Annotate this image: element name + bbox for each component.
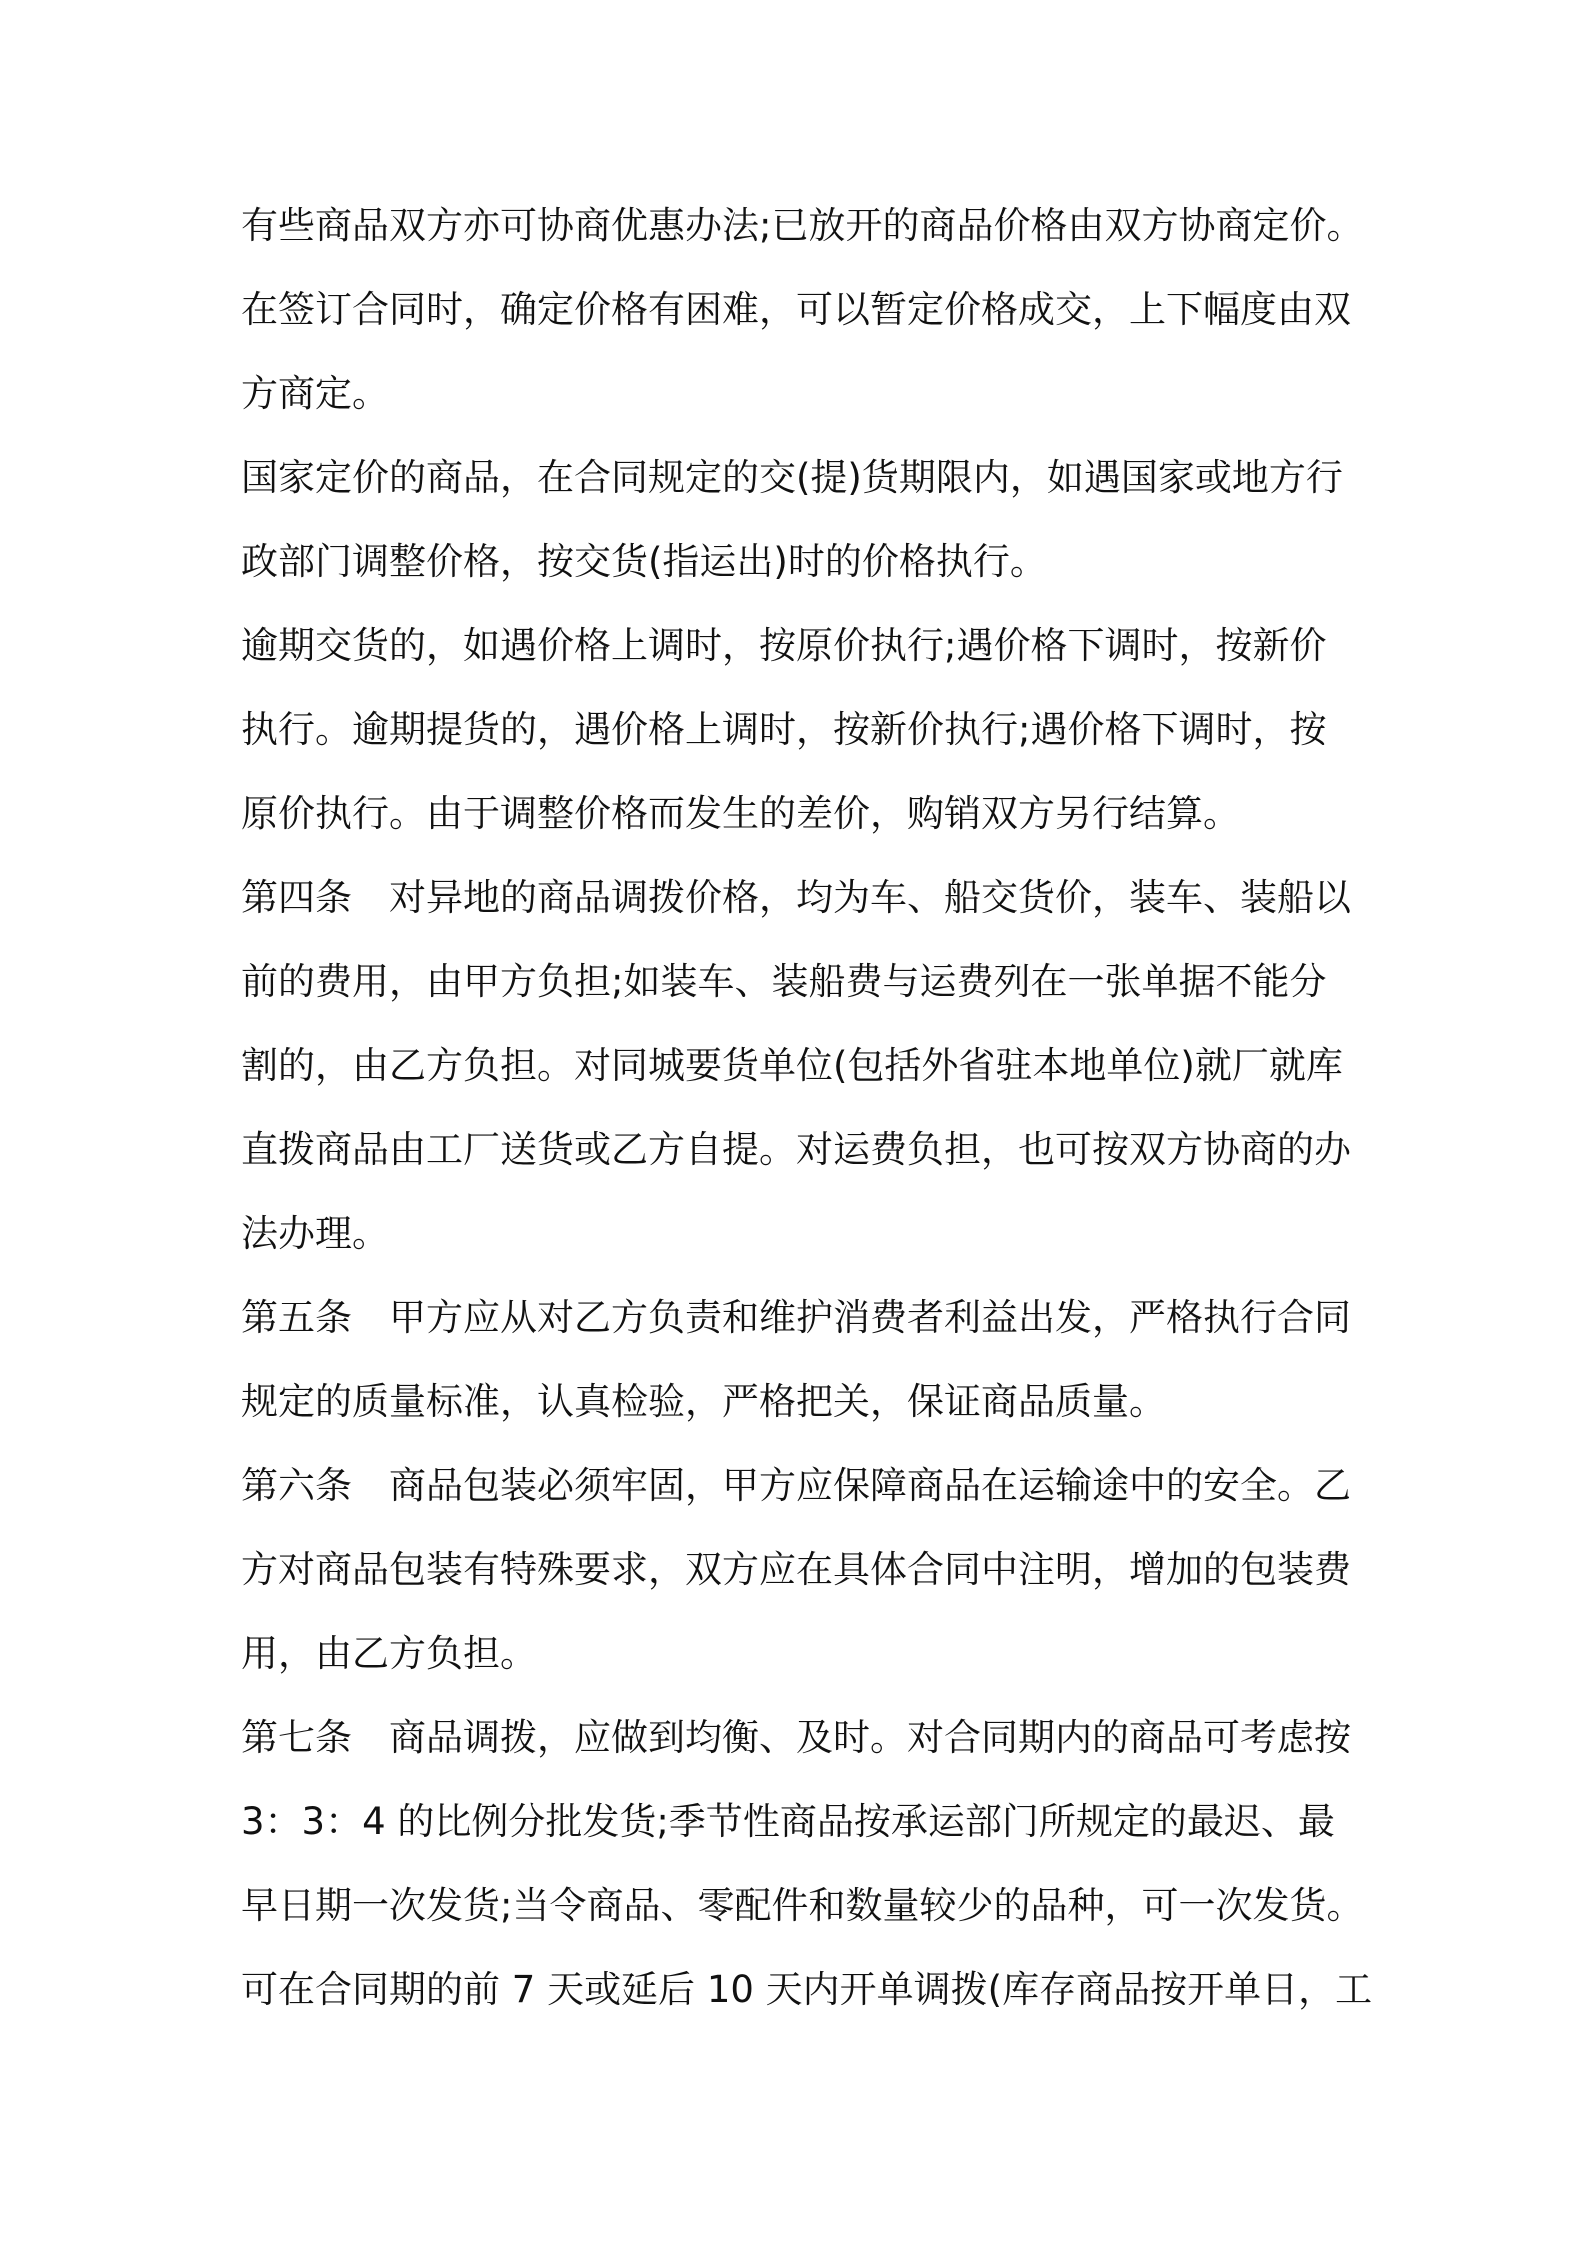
text-line: 政部门调整价格，按交货(指运出)时的价格执行。 <box>241 540 1047 583</box>
text-line: 国家定价的商品，在合同规定的交(提)货期限内，如遇国家或地方行 <box>241 456 1343 499</box>
text-line: 第七条 商品调拨，应做到均衡、及时。对合同期内的商品可考虑按 <box>241 1716 1351 1759</box>
text-line: 前的费用，由甲方负担;如装车、装船费与运费列在一张单据不能分 <box>241 960 1327 1003</box>
text-line: 规定的质量标准，认真检验，严格把关，保证商品质量。 <box>241 1380 1166 1423</box>
text-line: 3：3：4 的比例分批发货;季节性商品按承运部门所规定的最迟、最 <box>241 1800 1335 1843</box>
text-line: 第四条 对异地的商品调拨价格，均为车、船交货价，装车、装船以 <box>241 876 1351 919</box>
text-line: 可在合同期的前 7 天或延后 10 天内开单调拨(库存商品按开单日，工 <box>241 1968 1373 2011</box>
text-line: 法办理。 <box>241 1212 389 1255</box>
text-line: 早日期一次发货;当令商品、零配件和数量较少的品种，可一次发货。 <box>241 1884 1364 1927</box>
text-line: 直拨商品由工厂送货或乙方自提。对运费负担，也可按双方协商的办 <box>241 1128 1351 1171</box>
text-line: 在签订合同时，确定价格有困难，可以暂定价格成交，上下幅度由双 <box>241 288 1351 331</box>
text-line: 方对商品包装有特殊要求，双方应在具体合同中注明，增加的包装费 <box>241 1548 1351 1591</box>
text-line: 原价执行。由于调整价格而发生的差价，购销双方另行结算。 <box>241 792 1240 835</box>
text-line: 方商定。 <box>241 372 389 415</box>
contract-body-text <box>241 184 1373 2032</box>
text-line: 执行。逾期提货的，遇价格上调时，按新价执行;遇价格下调时，按 <box>241 708 1327 751</box>
text-line: 用，由乙方负担。 <box>241 1632 537 1675</box>
text-line: 逾期交货的，如遇价格上调时，按原价执行;遇价格下调时，按新价 <box>241 624 1327 667</box>
text-line: 割的，由乙方负担。对同城要货单位(包括外省驻本地单位)就厂就库 <box>241 1044 1343 1087</box>
text-line: 第五条 甲方应从对乙方负责和维护消费者利益出发，严格执行合同 <box>241 1296 1351 1339</box>
text-line: 有些商品双方亦可协商优惠办法;已放开的商品价格由双方协商定价。 <box>241 204 1364 247</box>
text-line: 第六条 商品包装必须牢固，甲方应保障商品在运输途中的安全。乙 <box>241 1464 1351 1507</box>
